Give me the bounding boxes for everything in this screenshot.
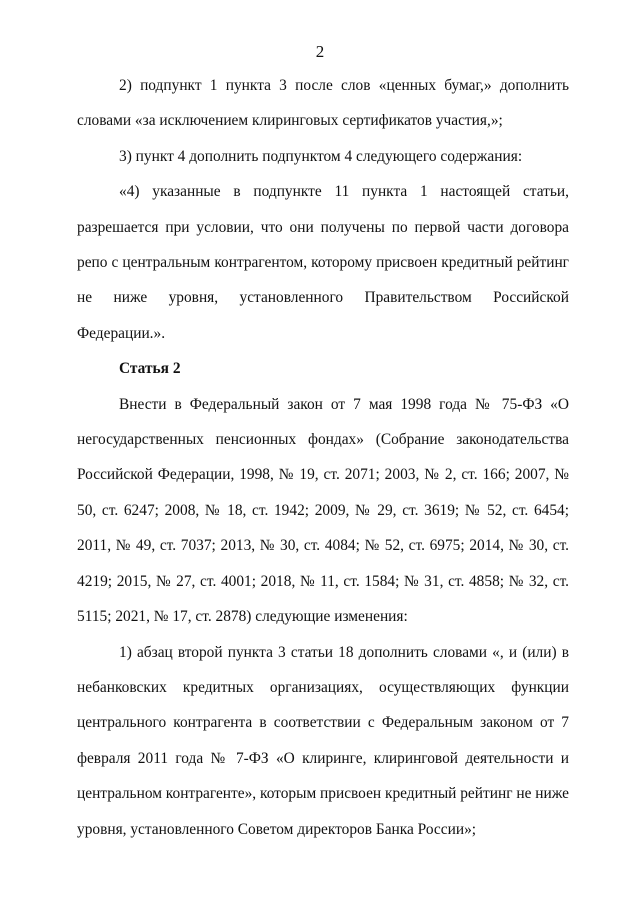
paragraph-amendment-1: 1) абзац второй пункта 3 статьи 18 дополнить словами «, и (или) в небанковских кредитных организациях, осуществляющих функции центрального контрагента в соответствии с Федеральным законом от 7 февраля 2011 года № 7-ФЗ «О клиринге, клиринговой деятельности и центральном контрагенте», которым присвоен кредитный рейтинг не ниже уровня, установленного Советом директоров Банка России»; — [77, 643, 570, 838]
article-heading: Статья 2 — [119, 360, 181, 378]
page-number: 2 — [315, 42, 325, 61]
document-body — [77, 68, 569, 847]
paragraph-quoted-subitem-4: «4) указанные в подпункте 11 пункта 1 настоящей статьи, разрешается при условии, что они получены по первой части договора репо с центральным контрагентом, которому присвоен кредитный рейтинг не ниже уровня, установленного Правительством Российской Федерации.». — [77, 183, 569, 342]
paragraph-amendment-2: 2) подпункт 1 пункта 3 после слов «ценных бумаг,» дополнить словами «за исключением клиринговых сертификатов участия,»; — [77, 77, 569, 130]
paragraph-amendment-3: 3) пункт 4 дополнить подпунктом 4 следующего содержания: — [119, 147, 523, 165]
paragraph-article-2-intro: Внести в Федеральный закон от 7 мая 1998 года № 75-ФЗ «О негосударственных пенсионных фондах» (Собрание законодательства Российской Федерации, 1998, № 19, ст. 2071; 2003, № 2, ст. 166; 2007, № 50, ст. 6247; 2008, № 18, ст. 1942; 2009, № 29, ст. 3619; № 52, ст. 6454; 2011, № 49, ст. 7037; 2013, № 30, ст. 4084; № 52, ст. 6975; 2014, № 30, ст. 4219; 2015, № 27, ст. 4001; 2018, № 11, ст. 1584; № 31, ст. 4858; № 32, ст. 5115; 2021, № 17, ст. 2878) следующие изменения: — [77, 395, 569, 626]
